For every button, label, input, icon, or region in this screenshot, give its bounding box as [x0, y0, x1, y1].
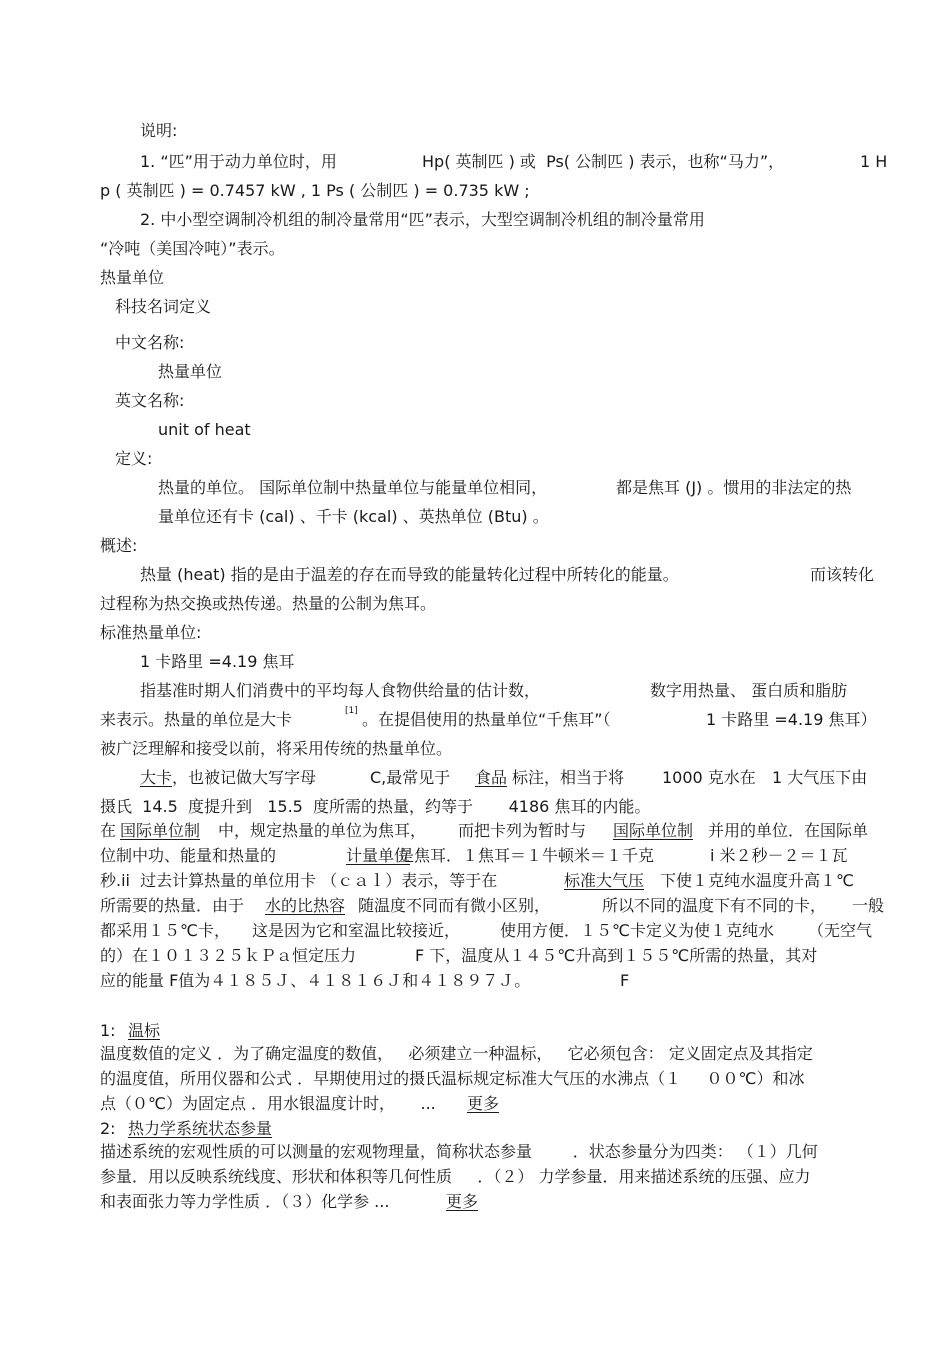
si-text-cont2: 而把卡列为暂时与 [458, 821, 587, 840]
link-dak[interactable]: 大卡 [140, 768, 173, 787]
si-text-end: 并用的单位．在国际单 [708, 821, 869, 840]
si-line6: 的）在１０１３２５ｋＰａ恒定压力 [100, 946, 357, 965]
cn-name-value: 热量单位 [158, 362, 223, 381]
en-name-label: 英文名称: [115, 391, 185, 410]
definition-text-line2: 量单位还有卡 (cal) 、千卡 (kcal) 、英热单位 (Btu) 。 [158, 507, 549, 526]
related-2-line1: 描述系统的宏观性质的可以测量的宏观物理量，简称状态参量 ．状态参量分为四类： （１）几何 [100, 1142, 818, 1161]
link-unit[interactable]: 计量单位 [346, 846, 411, 865]
related-1-more-link[interactable]: 更多 [467, 1094, 500, 1113]
si-line2-cont: 是焦耳．１焦耳＝１牛顿米＝１千克 [398, 846, 655, 865]
link-si-2[interactable]: 国际单位制 [613, 821, 694, 840]
si-line4-cont2: 所以不同的温度下有不同的卡， [602, 896, 827, 915]
si-line5: 都采用１５℃卡， [100, 921, 230, 940]
related-2-more-link[interactable]: 更多 [446, 1192, 479, 1211]
definition-text: 热量的单位。 国际单位制中热量单位与能量单位相同， [158, 478, 548, 497]
en-name-value: unit of heat [158, 420, 251, 439]
link-food[interactable]: 食品 [475, 768, 508, 787]
related-2-title-link[interactable]: 热力学系统状态参量 [128, 1119, 273, 1138]
definition-text-cont: 都是焦耳 (J) 。惯用的非法定的热 [616, 478, 852, 497]
link-specific-heat[interactable]: 水的比热容 [265, 896, 346, 915]
si-line3: 秒.ii 过去计算热量的单位用卡 （ｃａｌ）表示，等于在 [100, 871, 498, 890]
dak-text-end: 1 大气压下由 [772, 768, 868, 787]
dak-text-cont2: 标注，相当于将 [512, 768, 625, 787]
definition-label: 定义: [115, 449, 153, 468]
dak-text-cont3: 1000 克水在 [662, 768, 756, 787]
si-line4-cont: 随温度不同而有微小区别， [358, 896, 551, 915]
related-1-title-link[interactable]: 温标 [128, 1021, 161, 1040]
term-source: 科技名词定义 [115, 297, 212, 316]
overview-text-line2: 过程称为热交换或热传递。热量的公制为焦耳。 [100, 594, 437, 613]
note-2-text-cont: “冷吨（美国冷吨）”表示。 [100, 239, 285, 258]
related-1-line1: 温度数值的定义 ．为了确定温度的数值， 必须建立一种温标， 它必须包含： 定义固定点及其指定 [100, 1044, 813, 1063]
si-line5-cont: 这是因为它和室温比较接近， [252, 921, 461, 940]
related-2-line3: 和表面张力等力学性质 ．（３）化学参 ... [100, 1192, 390, 1211]
section-title: 热量单位 [100, 268, 165, 287]
standard-paragraph-line2-cont: 。在提倡使用的热量单位“千焦耳”（ [362, 710, 611, 729]
overview-heading: 概述: [100, 536, 138, 555]
overview-text-end: 而该转化 [810, 565, 875, 584]
si-text: 在 [100, 821, 117, 840]
si-text-cont: 中，规定热量的单位为焦耳， [218, 821, 427, 840]
si-line7: 应的能量 F值为４１８５Ｊ、４１８１６Ｊ和４１８９７Ｊ。 [100, 971, 531, 990]
cn-name-label: 中文名称: [115, 333, 185, 352]
si-line6-cont: F 下，温度从１４５℃升高到１５５℃所需的热量，其对 [415, 946, 818, 965]
reference-marker[interactable]: [1] [345, 706, 358, 716]
si-line3-end: 下使１克纯水温度升高１℃ [660, 871, 854, 890]
standard-paragraph-line2: 来表示。热量的单位是大卡 [100, 710, 293, 729]
calorie-conversion: 1 卡路里 =4.19 焦耳 [140, 652, 295, 671]
notes-heading: 说明: [140, 121, 178, 140]
dak-text-line2: 摄氏 14.5 度提升到 15.5 度所需的热量，约等于 4186 焦耳的内能。 [100, 797, 651, 816]
dak-text-cont: C,最常见于 [370, 768, 451, 787]
standard-heading: 标准热量单位: [100, 623, 202, 642]
si-line5-end: （无空气 [808, 921, 873, 940]
note-1-text-end: 1 H [860, 152, 888, 171]
link-standard-atm[interactable]: 标准大气压 [564, 871, 645, 890]
standard-paragraph-line2-end: 1 卡路里 =4.19 焦耳） [706, 710, 877, 729]
related-1-line3: 点（０℃）为固定点 ．用水银温度计时， ... [100, 1094, 436, 1113]
si-line4-end: 一般 [852, 896, 885, 915]
note-1-text: 1. “匹”用于动力单位时，用 [140, 152, 337, 171]
related-1-line2: 的温度值，所用仪器和公式 ．早期使用过的摄氏温标规定标准大气压的水沸点（１ ００℃）和冰 [100, 1069, 805, 1088]
si-line7-end: F [620, 971, 630, 990]
standard-paragraph-line3: 被广泛理解和接受以前，将采用传统的热量单位。 [100, 739, 453, 758]
note-2-text: 2. 中小型空调制冷机组的制冷量常用“匹”表示，大型空调制冷机组的制冷量常用 [140, 210, 705, 229]
note-1-text-cont: Hp( 英制匹 ) 或 Ps( 公制匹 ) 表示，也称“马力”， [422, 152, 785, 171]
link-si-1[interactable]: 国际单位制 [120, 821, 201, 840]
standard-paragraph: 指基准时期人们消费中的平均每人食物供给量的估计数， [140, 681, 541, 700]
related-1-number: 1: [100, 1021, 116, 1040]
dak-text: ，也被记做大写字母 [172, 768, 317, 787]
si-line5-cont2: 使用方便．１５℃卡定义为使１克纯水 [500, 921, 774, 940]
si-line4: 所需要的热量．由于 [100, 896, 245, 915]
related-2-line2: 参量．用以反映系统线度、形状和体积等几何性质 ．（２） 力学参量．用来描述系统的压强、应力 [100, 1167, 811, 1186]
overview-text: 热量 (heat) 指的是由于温差的存在而导致的能量转化过程中所转化的能量。 [140, 565, 679, 584]
standard-paragraph-cont: 数字用热量、 蛋白质和脂肪 [650, 681, 848, 700]
si-line2: 位制中功、能量和热量的 [100, 846, 277, 865]
si-line2-end: i 米２秒－２＝１瓦 [710, 846, 848, 865]
note-1-formula: p ( 英制匹 ) = 0.7457 kW , 1 Ps ( 公制匹 ) = 0.735 kW ; [100, 181, 530, 200]
related-2-number: 2: [100, 1119, 116, 1138]
